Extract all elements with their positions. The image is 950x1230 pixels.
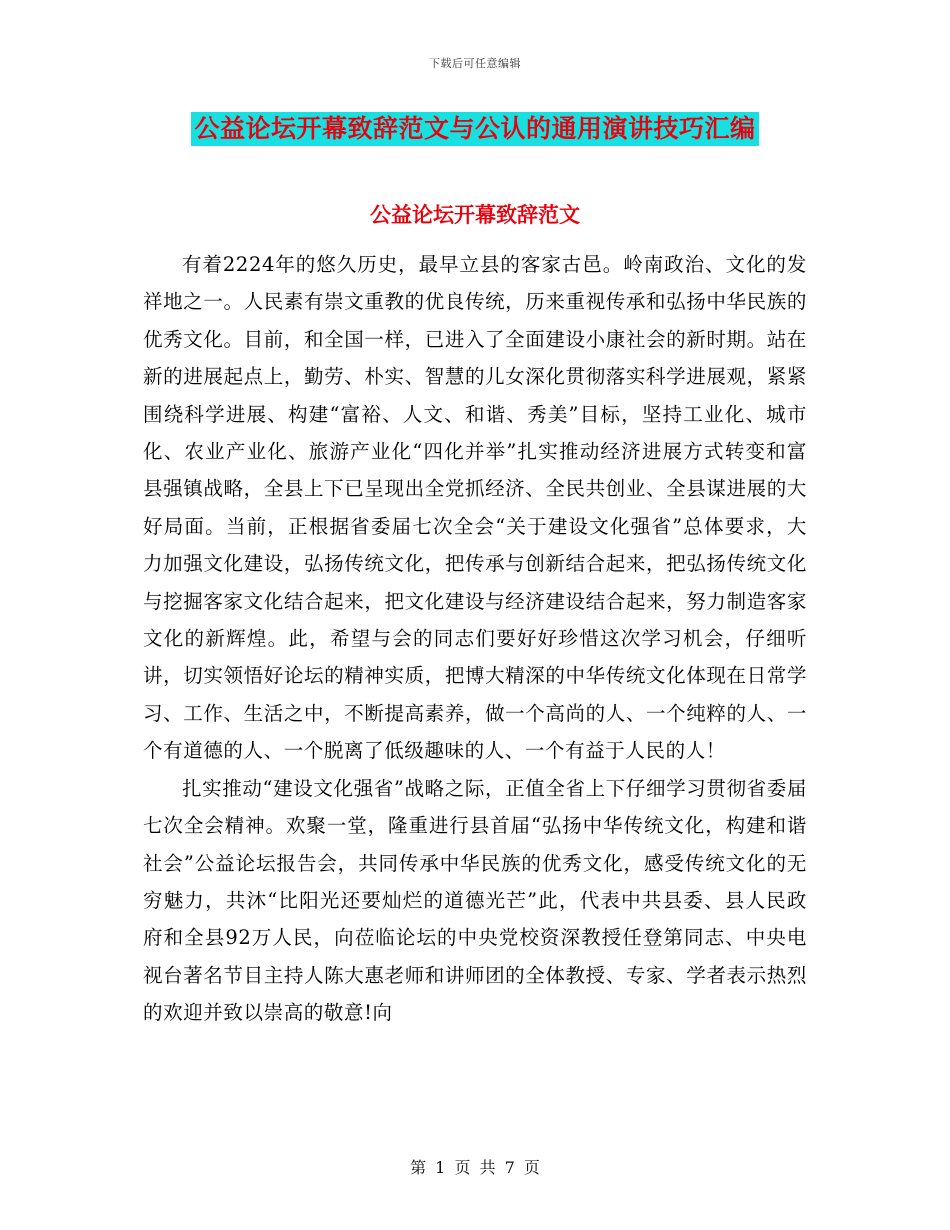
body-paragraph-2: 扎实推动“建设文化强省”战略之际，正值全省上下仔细学习贯彻省委届七次全会精神。欢聚一堂，隆重进行县首届“弘扬中华传统文化，构建和谐社会”公益论坛报告会，共同传承中华民族的优秀文化，感受传统文化的无穷魅力，共沐“比阳光还要灿烂的道德光芒”此，代表中共县委、县人民政府和全县92万人民，向莅临论坛的中央党校资深教授任登第同志、中央电视台著名节目主持人陈大惠老师和讲师团的全体教授、专家、学者表示热烈的欢迎并致以崇高的敬意!向 (143, 776, 807, 1025)
section-title: 公益论坛开幕致辞范文 (370, 203, 580, 227)
page-number-footer: 第 1 页 共 7 页 (410, 1158, 540, 1177)
document-title-container (0, 112, 950, 146)
document-title: 公益论坛开幕致辞范文与公认的通用演讲技巧汇编 (191, 112, 758, 146)
document-body (143, 246, 807, 1032)
page-header-note: 下载后可任意编辑 (429, 57, 521, 70)
body-paragraph-1: 有着2224年的悠久历史，最早立县的客家古邑。岭南政治、文化的发祥地之一。人民素有崇文重教的优良传统，历来重视传承和弘扬中华民族的优秀文化。目前，和全国一样，已进入了全面建设小康社会的新时期。站在新的进展起点上，勤劳、朴实、智慧的儿女深化贯彻落实科学进展观，紧紧围绕科学进展、构建“富裕、人文、和谐、秀美”目标，坚持工业化、城市化、农业产业化、旅游产业化“四化并举”扎实推动经济进展方式转变和富县强镇战略，全县上下已呈现出全党抓经济、全民共创业、全县谋进展的大好局面。当前，正根据省委届七次全会“关于建设文化强省”总体要求，大力加强文化建设，弘扬传统文化，把传承与创新结合起来，把弘扬传统文化与挖掘客家文化结合起来，把文化建设与经济建设结合起来，努力制造客家文化的新辉煌。此，希望与会的同志们要好好珍惜这次学习机会，仔细听讲，切实领悟好论坛的精神实质，把博大精深的中华传统文化体现在日常学习、工作、生活之中，不断提高素养，做一个高尚的人、一个纯粹的人、一个有道德的人、一个脱离了低级趣味的人、一个有益于人民的人！ (143, 253, 807, 763)
